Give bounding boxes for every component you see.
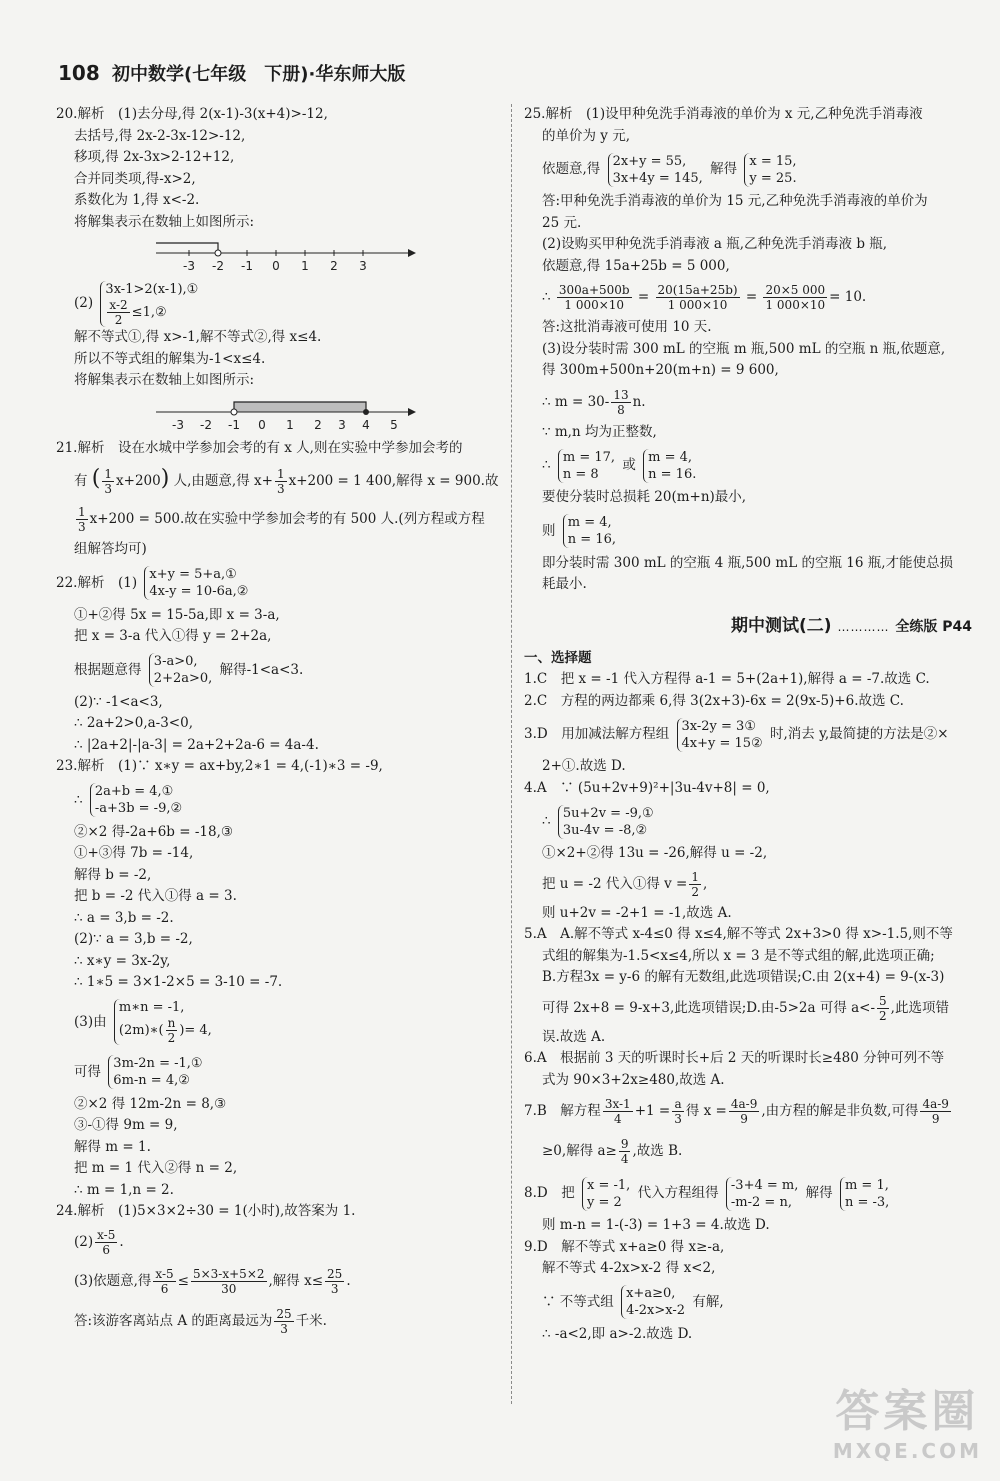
q22-line-6: ∴ 2a+2>0,a-3<0, (74, 715, 194, 731)
q25-line-2: 的单价为 y 元, (542, 127, 631, 144)
tick-label: 1 (301, 259, 309, 273)
q25-line-5: 25 元. (542, 214, 582, 231)
q24-line-3: (3)依题意,得 $\frac{x-5}{6}$ ≤ $\frac{5\times 3-x+5\times 2}{30}$ ,解得 x≤ $\frac{25}{3}$ . (74, 1266, 351, 1296)
q20-part2-system: (2) 3x-1>2(x-1),① $\frac{x-2}{2}$ ≤1,② (74, 281, 199, 327)
tick-label: -1 (241, 259, 253, 273)
q23-line-15: ∴ m = 1,n = 2. (74, 1181, 174, 1198)
mc-q9-c: ∵ 不等式组 x+a≥0, 4-2x>x-2 有解, (542, 1286, 724, 1318)
tick-label: 2 (314, 417, 322, 432)
q20-line-1: 20.解析 (1)去分母,得 2(x-1)-3(x+4)>-12, (56, 106, 328, 122)
q22-line-7: ∴ |2a+2|-|a-3| = 2a+2+2a-6 = 4a-4. (74, 736, 319, 753)
q20-line-9: 将解集表示在数轴上如图所示: (74, 372, 255, 388)
mc-q9-b: 解不等式 4-2x>x-2 得 x<2, (542, 1260, 716, 1276)
q25-line-13: ∵ m,n 均为正整数, (542, 423, 657, 440)
mc-heading: 一、选择题 (524, 649, 592, 666)
q23-line-4: 解得 b = -2, (74, 866, 152, 883)
q23-line-13: 解得 m = 1. (74, 1138, 151, 1155)
q25-line-12: ∴ m = 30- $\frac{13}{8}$ n. (542, 387, 646, 417)
mc-q4-d: 则 u+2v = -2+1 = -1,故选 A. (542, 904, 732, 921)
q23-line-12: ③-①得 9m = 9, (74, 1117, 178, 1133)
right-column (524, 104, 972, 1345)
mc-q9-f: ∴ -a<2,即 a>-2.故选 D. (542, 1325, 693, 1342)
q24-line-4: 答:该游客离站点 A 的距离最远为 $\frac{25}{3}$ 千米. (74, 1306, 327, 1336)
left-column (56, 104, 502, 1341)
q25-line-14: 要使分装时总损耗 20(m+n)最小, (542, 489, 747, 505)
q25-line-4: 答:甲种免洗手消毒液的单价为 15 元,乙种免洗手消毒液的单价为 (542, 193, 928, 209)
page-header (58, 60, 405, 86)
mc-q9-a: 9.D 解不等式 x+a≥0 得 x≥-a, (524, 1238, 725, 1255)
tick-label: -2 (212, 259, 224, 273)
mc-q2: 2.C 方程的两边都乘 6,得 3(2x+3)-6x = 2(9x-5)+6.故选 C. (524, 692, 904, 709)
tick-label: 0 (272, 259, 280, 273)
tick-label: 0 (258, 417, 266, 432)
q24-line-1: 24.解析 (1)5×3×2÷30 = 1(小时),故答案为 1. (56, 1203, 356, 1219)
q23-line-5: 把 b = -2 代入①得 a = 3. (74, 888, 237, 904)
site-watermark: 答案圈 MXQE.COM (832, 1386, 982, 1463)
q21-line-1: 21.解析 设在水城中学参加会考的有 x 人,则在实验中学参加会考的 (56, 439, 463, 456)
tick-label: 3 (338, 417, 346, 432)
q23-line-9: ∴ 1∗5 = 3×1-2×5 = 3-10 = -7. (74, 974, 283, 990)
q25-line-7: 依题意,得 15a+25b = 5 000, (542, 257, 730, 274)
mc-q8: 8.D 把 x = -1, y = 2 代入方程组得 -3+4 = m, -m-2 = n, 解得 m = 1, n = -3, (524, 1177, 890, 1210)
q20-line-6: 将解集表示在数轴上如图所示: (74, 213, 255, 230)
q23-line-11: ②×2 得 12m-2n = 8,③ (74, 1095, 227, 1112)
mc-q8-d: 则 m-n = 1-(-3) = 1+3 = 4.故选 D. (542, 1217, 770, 1233)
q23-line-2: ②×2 得-2a+6b = -18,③ (74, 823, 233, 840)
mc-q4-c: 把 u = -2 代入①得 v = $\frac{1}{2}$ , (542, 869, 708, 899)
q25-line-16: 即分装时需 300 mL 的空瓶 4 瓶,500 mL 的空瓶 16 瓶,才能使总损 (542, 554, 954, 571)
q23-line-1: 23.解析 (1)∵ x∗y = ax+by,2∗1 = 4,(-1)∗3 = -9, (56, 758, 383, 774)
q25-line-8: ∴ $\frac{300a+500b}{1 000\times 10}$ = $\frac{20(15a+25b)}{1 000\times 10}$ = $\frac{20\times 5 000}{1 000\times 10}$ = 10. (542, 283, 867, 312)
tick-label: 5 (390, 417, 398, 432)
q23-line-7: (2)∵ a = 3,b = -2, (74, 931, 193, 947)
mc-q6-a: 6.A 根据前 3 天的听课时长+后 2 天的听课时长≥480 分钟可列不等 (524, 1050, 945, 1066)
q25-system: 依题意,得 2x+y = 55, 3x+4y = 145, 解得 x = 15, y = 25. (542, 153, 797, 186)
mc-q6-b: 式为 90×3+2x≥480,故选 A. (542, 1071, 725, 1088)
q25-line-6: (2)设购买甲种免洗手消毒液 a 瓶,乙种免洗手消毒液 b 瓶, (542, 236, 888, 252)
q20-line-5: 系数化为 1,得 x<-2. (74, 192, 200, 208)
q23-line-14: 把 m = 1 代入②得 n = 2, (74, 1160, 238, 1176)
q23-part3: (3)由 m∗n = -1, (2m)∗( $\frac{n}{2}$ )= 4, (74, 1000, 212, 1045)
mc-q7: 7.B 解方程 $\frac{3x-1}{4}$ +1 = $\frac{a}{3}$ 得 x = $\frac{4a-9}{9}$ ,由方程的解是非负数,可得 $\frac{4a-9}{9}$ (524, 1097, 949, 1126)
mc-q4: 4.A ∵ (5u+2v+9)²+|3u-4v+8| = 0, (524, 779, 770, 796)
mc-q5-d: 可得 2x+8 = 9-x+3,此选项错误;D.由-5>2a 可得 a<- $\frac{5}{2}$ ,此选项错 (542, 993, 949, 1023)
q22-line-2: ①+②得 5x = 15-5a,即 x = 3-a, (74, 606, 280, 623)
tick-label: 2 (330, 259, 338, 273)
tick-label: -3 (172, 417, 184, 432)
q22-line-4: 根据题意得 3-a>0, 2+2a>0, 解得-1<a<3. (74, 654, 304, 686)
q25-options: ∴ m = 17, n = 8 或 m = 4, n = 16. (542, 449, 697, 482)
mc-q5-a: 5.A A.解不等式 x-4≤0 得 x≤4,解不等式 2x+3>0 得 x>-1.5,则不等 (524, 926, 953, 942)
q22-line-5: (2)∵ -1<a<3, (74, 693, 163, 710)
q21-line-3: $\frac{1}{3}$ x+200 = 500.故在实验中学参加会考的有 500 人.(列方程或方程 (78, 505, 485, 534)
mc-q3-cont: 2+①.故选 D. (542, 758, 626, 774)
tick-label: -2 (200, 417, 212, 432)
mc-q7-b: ≥0,解得 a≥ $\frac{9}{4}$ ,故选 B. (542, 1137, 683, 1166)
q23-system: ∴ 2a+b = 4,① -a+3b = -9,② (74, 784, 183, 816)
mc-q4-system: ∴ 5u+2v = -9,① 3u-4v = -8,② (542, 805, 654, 838)
tick-label: -3 (183, 259, 195, 273)
q23-system-2: 可得 3m-2n = -1,① 6m-n = 4,② (74, 1056, 203, 1088)
q20-line-2: 去括号,得 2x-2-3x-12>-12, (74, 127, 246, 144)
q21-line-4: 组解答均可) (74, 541, 147, 557)
mc-q4-b: ①×2+②得 13u = -26,解得 u = -2, (542, 845, 768, 861)
mc-q1: 1.C 把 x = -1 代入方程得 a-1 = 5+(2a+1),解得 a = -7.故选 C. (524, 671, 930, 687)
q25-line-1: 25.解析 (1)设甲种免洗手消毒液的单价为 x 元,乙种免洗手消毒液 (524, 106, 923, 122)
q20-line-3: 移项,得 2x-3x>2-12+12, (74, 149, 235, 165)
q22-system: 22.解析 (1) x+y = 5+a,① 4x-y = 10-6a,② (56, 567, 249, 599)
q25-line-11: 得 300m+500n+20(m+n) = 9 600, (542, 362, 779, 378)
q22-line-3: 把 x = 3-a 代入①得 y = 2+2a, (74, 628, 272, 644)
q25-line-10: (3)设分装时需 300 mL 的空瓶 m 瓶,500 mL 的空瓶 n 瓶,依题意, (542, 340, 946, 357)
q20-line-7: 解不等式①,得 x>-1,解不等式②,得 x≤4. (74, 329, 322, 345)
q20-line-8: 所以不等式组的解集为-1<x≤4. (74, 350, 266, 367)
q24-line-2: (2) $\frac{x-5}{6}$ . (74, 1227, 124, 1257)
tick-label: 1 (286, 417, 294, 432)
q23-line-8: ∴ x∗y = 3x-2y, (74, 952, 171, 969)
tick-label: 4 (362, 417, 370, 432)
q20-line-4: 合并同类项,得-x>2, (74, 170, 196, 187)
mc-q5-f: 误.故选 A. (542, 1028, 606, 1045)
mc-q5-c: B.方程3x = y-6 的解有无数组,此选项错误;C.由 2(x+4) = 9-(x-3) (542, 969, 945, 985)
tick-label: -1 (228, 417, 240, 432)
section-title: 期中测试(二) ………… 全练版 P44 (730, 615, 972, 636)
q25-result: 则 m = 4, n = 16, (542, 515, 617, 547)
mc-q5-b: 式组的解集为-1.5<x≤4,所以 x = 3 是不等式组的解,此选项正确; (542, 947, 935, 964)
q21-line-2: 有 ( $\frac{1}{3}$ x+200) 人,由题意,得 x+ $\frac{1}{3}$ x+200 = 1 400,解得 x = 900.故 (74, 466, 499, 496)
mc-q3: 3.D 用加减法解方程组 3x-2y = 3① 4x+y = 15② 时,消去 y,最简捷的方法是②× (524, 718, 949, 751)
page-title: 初中数学(七年级 下册)·华东师大版 (112, 64, 406, 85)
number-line-2 (156, 398, 502, 432)
q23-line-6: ∴ a = 3,b = -2. (74, 909, 174, 926)
number-line-1 (156, 239, 502, 273)
q23-line-3: ①+③得 7b = -14, (74, 845, 194, 861)
q25-line-9: 答:这批消毒液可使用 10 天. (542, 319, 712, 335)
column-divider (511, 104, 512, 1404)
tick-label: 3 (359, 259, 367, 273)
inequality-system: 3x-1>2(x-1),① $\frac{x-2}{2}$ ≤1,② (100, 281, 198, 327)
q25-line-17: 耗最小. (542, 576, 587, 592)
page-number: 108 (58, 61, 100, 85)
